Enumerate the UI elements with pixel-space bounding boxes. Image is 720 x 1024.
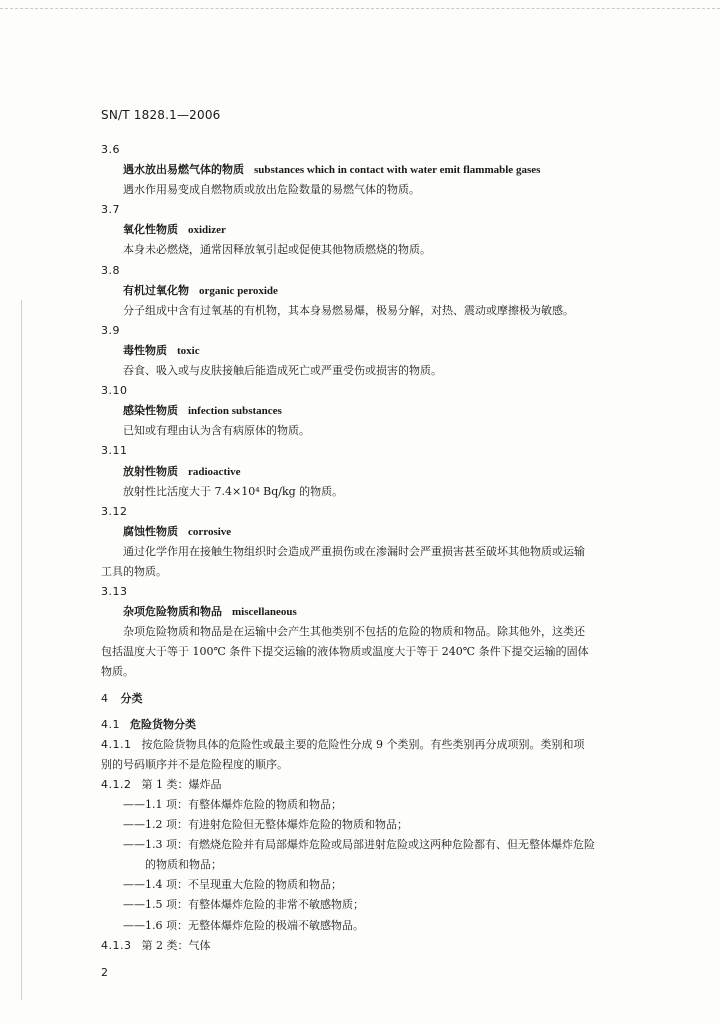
definition-text-cont: 包括温度大于等于 100℃ 条件下提交运输的液体物质或温度大于等于 240℃ 条件下提交运输的固体: [101, 645, 589, 659]
term-en: substances which in contact with water emit flammable gases: [254, 164, 541, 177]
definition-text: 杂项危险物质和物品是在运输中会产生其他类别不包括的危险的物质和物品。除其他外，这类还: [123, 625, 585, 639]
clause-number: 3.6: [101, 143, 120, 156]
term-en: radioactive: [188, 465, 241, 478]
term-en: toxic: [177, 344, 200, 357]
list-item: ——1.3 项：有燃烧危险并有局部爆炸危险或局部进射危险或这两种危险都有、但无整体爆炸危险: [123, 838, 595, 852]
clause-title: 第 2 类：气体: [141, 938, 211, 952]
definition-text-cont: 物质。: [101, 665, 134, 679]
scan-artifact: [0, 8, 720, 23]
term-zh: 腐蚀性物质: [123, 524, 178, 538]
clause-number: 4.1.2: [101, 777, 132, 791]
clause-number: 3.11: [101, 444, 128, 458]
standard-header: SN/T 1828.1—2006: [101, 108, 221, 122]
clause-text: 按危险货物具体的危险性或最主要的危险性分成 9 个类别。有些类别再分成项别。类别和项: [141, 737, 585, 751]
definition-text: 已知或有理由认为含有病原体的物质。: [123, 424, 310, 438]
clause-number: 3.9: [101, 323, 120, 337]
definition-text-cont: 工具的物质。: [101, 564, 167, 578]
term-zh: 感染性物质: [123, 404, 178, 418]
section-heading: [101, 689, 676, 709]
clause-number: 3.8: [101, 263, 120, 277]
term-en: corrosive: [188, 525, 232, 538]
binding-edge-line: [21, 300, 22, 1000]
clause-number: 3.13: [101, 585, 128, 599]
definition-text: 分子组成中含有过氧基的有机物，其本身易燃易爆，极易分解，对热、震动或摩擦极为敏感。: [123, 303, 574, 317]
term-en: organic peroxide: [199, 284, 278, 297]
clause-number: 4.1.3: [101, 938, 132, 952]
clause-title: 第 1 类：爆炸品: [141, 777, 222, 791]
definition-text: 放射性比活度大于 7.4×10⁴ Bq/kg 的物质。: [123, 484, 344, 498]
definition-text: 本身未必燃烧，通常因释放氧引起或促使其他物质燃烧的物质。: [123, 243, 431, 257]
term-zh: 遇水放出易燃气体的物质: [123, 163, 244, 177]
clause-number: 4.1.1: [101, 737, 132, 751]
term-zh: 氧化性物质: [123, 223, 178, 237]
clause-text-cont: 别的号码顺序并不是危险程度的顺序。: [101, 757, 288, 771]
term-zh: 放射性物质: [123, 464, 178, 478]
list-item: ——1.1 项：有整体爆炸危险的物质和物品；: [123, 798, 342, 811]
section-number: 4: [101, 691, 109, 705]
list-item: ——1.5 项：有整体爆炸危险的非常不敏感物质；: [123, 898, 364, 912]
definition-text: 吞食、吸入或与皮肤接触后能造成死亡或严重受伤或损害的物质。: [123, 364, 442, 378]
definition-text: 遇水作用易变成自燃物质或放出危险数量的易燃气体的物质。: [123, 183, 420, 197]
clause-title: 危险货物分类: [130, 717, 196, 731]
clause-number: 3.10: [101, 384, 128, 398]
term-zh: 杂项危险物质和物品: [123, 605, 222, 619]
list-item: ——1.2 项：有进射危险但无整体爆炸危险的物质和物品；: [123, 818, 408, 832]
term-en: oxidizer: [188, 224, 226, 237]
term-zh: 毒性物质: [123, 343, 167, 357]
list-item: ——1.6 项：无整体爆炸危险的极端不敏感物品。: [123, 918, 364, 932]
term-en: miscellaneous: [232, 606, 297, 619]
clause-number: 3.7: [101, 203, 120, 217]
list-item: ——1.4 项：不呈现重大危险的物质和物品；: [123, 878, 342, 892]
term-zh: 有机过氧化物: [123, 283, 189, 297]
document-body: [101, 140, 676, 956]
term-en: infection substances: [188, 405, 282, 418]
page-number: 2: [101, 966, 108, 979]
clause-number: 3.12: [101, 504, 128, 518]
section-title: 分类: [120, 691, 143, 705]
list-item-cont: 的物质和物品；: [145, 858, 222, 872]
clause-number: 4.1: [101, 717, 120, 731]
definition-text: 通过化学作用在接触生物组织时会造成严重损伤或在渗漏时会严重损害甚至破坏其他物质或运输: [123, 544, 585, 558]
